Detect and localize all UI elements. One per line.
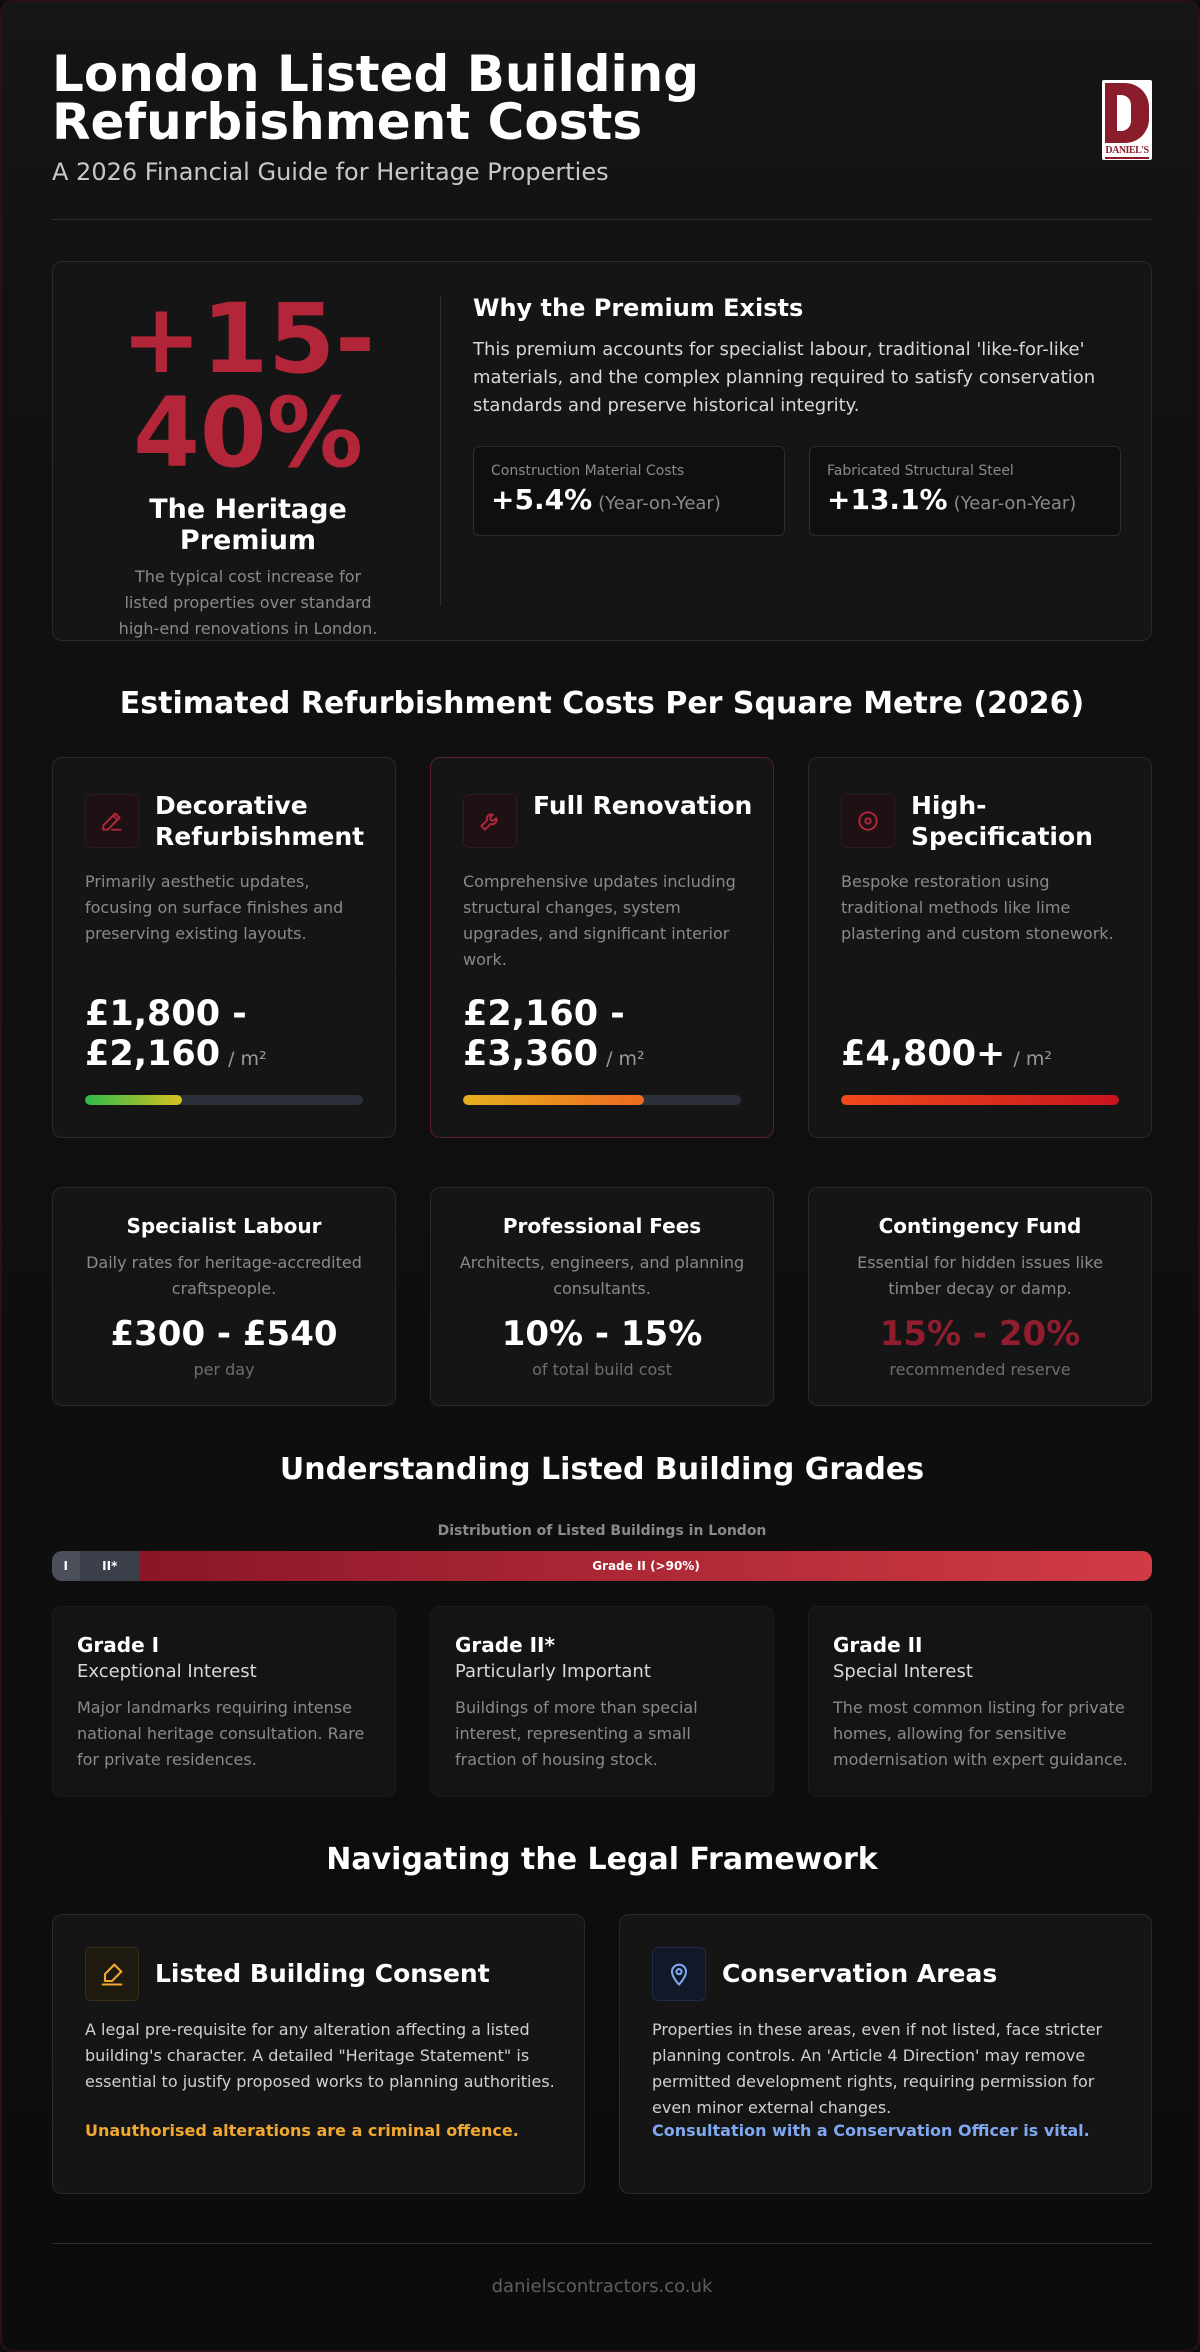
distribution-label: Distribution of Listed Buildings in London — [437, 1523, 767, 1539]
cost-price — [463, 994, 753, 1079]
cost-card-high-spec — [808, 757, 1152, 1138]
segment-grade-ii-star: II* — [80, 1551, 141, 1581]
pen-icon — [85, 1947, 139, 2001]
stat-value: +5.4% — [491, 483, 593, 516]
cost-price-value: £2,160 — [85, 1034, 221, 1074]
stat-value: +13.1% — [827, 483, 948, 516]
stat-boxes — [473, 446, 1123, 536]
stat-box-steel — [809, 446, 1121, 536]
grade-i-card — [52, 1606, 396, 1797]
grade-description: The most common listing for private homes, allowing for sensitive modernisation with expert guidance. — [833, 1698, 1128, 1769]
footer-divider — [52, 2243, 1152, 2244]
grade-subtitle: Exceptional Interest — [77, 1661, 257, 1682]
wrench-icon — [463, 794, 517, 848]
footer-website[interactable]: danielscontractors.co.uk — [491, 2276, 713, 2297]
premium-pct-line-2: 40% — [133, 377, 363, 489]
stat-label: Fabricated Structural Steel — [827, 463, 1014, 479]
cost-price-line-1: £1,800 - — [85, 994, 247, 1034]
header — [52, 45, 1152, 220]
premium-percentage — [83, 283, 413, 489]
grade-ii-star-card — [430, 1606, 774, 1797]
small-card-value: 15% - 20% — [879, 1314, 1081, 1354]
small-card-title: Professional Fees — [502, 1214, 702, 1238]
page-subtitle: A 2026 Financial Guide for Heritage Properties — [52, 158, 609, 186]
cost-title: Decorative Refurbishment — [155, 791, 365, 851]
grade-title: Grade II* — [455, 1633, 555, 1657]
cost-card-full-renovation — [430, 757, 774, 1138]
header-divider — [52, 219, 1152, 220]
cost-title: High-Specification — [911, 791, 1093, 851]
grade-subtitle: Special Interest — [833, 1661, 973, 1682]
small-card-subtext: of total build cost — [532, 1360, 672, 1379]
contingency-fund-card — [808, 1187, 1152, 1406]
title-line-2: Refurbishment Costs — [52, 93, 643, 151]
premium-explanation — [473, 294, 1123, 536]
professional-fees-card — [430, 1187, 774, 1406]
cost-price-value: £3,360 — [463, 1034, 599, 1074]
small-card-title: Contingency Fund — [878, 1214, 1082, 1238]
why-title: Why the Premium Exists — [473, 294, 804, 322]
premium-divider — [440, 296, 441, 606]
grade-distribution-bar — [52, 1551, 1152, 1581]
cost-card-decorative — [52, 757, 396, 1138]
legal-description: Properties in these areas, even if not listed, face stricter planning controls. An 'Article 4 Direction' may remove permitted development rights, requiring permission for even minor external changes. — [652, 2020, 1103, 2117]
segment-grade-i: I — [52, 1551, 80, 1581]
title-line-1: London Listed Building — [52, 45, 700, 103]
costs-heading: Estimated Refurbishment Costs Per Square Metre (2026) — [119, 686, 1085, 721]
gem-icon — [841, 794, 895, 848]
grade-description: Buildings of more than special interest, representing a small fraction of housing stock. — [455, 1698, 698, 1769]
stat-value-row — [491, 483, 767, 516]
cost-level-fill — [463, 1095, 644, 1105]
cost-description: Comprehensive updates including structural changes, system upgrades, and significant interior work. — [463, 872, 736, 969]
grade-description: Major landmarks requiring intense national heritage consultation. Rare for private residences. — [77, 1698, 365, 1769]
legal-title: Conservation Areas — [722, 1959, 998, 1988]
stat-value-row — [827, 483, 1103, 516]
small-card-title: Specialist Labour — [126, 1214, 322, 1238]
premium-summary — [83, 283, 413, 642]
small-card-description: Essential for hidden issues like timber decay or damp. — [857, 1253, 1103, 1298]
conservation-areas-card — [619, 1914, 1152, 2194]
grades-heading: Understanding Listed Building Grades — [279, 1452, 925, 1487]
cost-unit: / m² — [606, 1048, 645, 1070]
cost-level-bar — [841, 1095, 1119, 1105]
cost-level-bar — [463, 1095, 741, 1105]
grade-subtitle: Particularly Important — [455, 1661, 651, 1682]
cost-level-bar — [85, 1095, 363, 1105]
legal-note: Consultation with a Conservation Officer is vital. — [652, 2121, 1090, 2140]
cost-unit: / m² — [1013, 1048, 1052, 1070]
pencil-icon — [85, 794, 139, 848]
small-card-value: £300 - £540 — [110, 1314, 338, 1354]
stat-note: (Year-on-Year) — [598, 493, 721, 514]
cost-price — [85, 994, 375, 1079]
small-card-subtext: recommended reserve — [889, 1360, 1071, 1379]
logo-underline — [1105, 157, 1149, 159]
cost-price-line-2 — [841, 1034, 1131, 1079]
cost-level-fill — [841, 1095, 1119, 1105]
legal-description: A legal pre-requisite for any alteration affecting a listed building's character. A detailed "Heritage Statement" is essential to justify proposed works to planning authorities. — [85, 2020, 555, 2091]
segment-grade-ii: Grade II (>90%) — [140, 1551, 1152, 1581]
cost-price-line-2 — [85, 1034, 375, 1079]
brand-logo — [1102, 80, 1152, 160]
cost-price-line-2 — [463, 1034, 753, 1079]
stat-note: (Year-on-Year) — [953, 493, 1077, 514]
legal-warning: Unauthorised alterations are a criminal offence. — [85, 2121, 519, 2140]
cost-description: Primarily aesthetic updates, focusing on surface finishes and preserving existing layouts. — [85, 872, 344, 943]
small-card-description: Daily rates for heritage-accredited craftspeople. — [86, 1253, 362, 1298]
cost-price-line-1: £2,160 - — [463, 994, 625, 1034]
legal-heading: Navigating the Legal Framework — [326, 1842, 878, 1877]
small-card-value: 10% - 15% — [501, 1314, 703, 1354]
cost-price — [841, 1034, 1131, 1079]
cost-title: Full Renovation — [533, 791, 753, 820]
legal-title: Listed Building Consent — [155, 1959, 490, 1988]
stat-box-material — [473, 446, 785, 536]
cost-description: Bespoke restoration using traditional methods like lime plastering and custom stonework. — [841, 872, 1114, 943]
heritage-premium-card — [52, 261, 1152, 641]
small-card-description: Architects, engineers, and planning consultants. — [459, 1253, 745, 1298]
cost-price-value: £4,800+ — [841, 1034, 1006, 1074]
logo-text: DANIEL'S — [1105, 145, 1149, 156]
page-title — [52, 45, 952, 151]
cost-level-fill — [85, 1095, 182, 1105]
map-pin-icon — [652, 1947, 706, 2001]
specialist-labour-card — [52, 1187, 396, 1406]
premium-pct-line-1: +15- — [121, 283, 375, 395]
why-text: This premium accounts for specialist labour, traditional 'like-for-like' materials, and the complex planning required to satisfy conservation standards and preserve historical integrity. — [473, 339, 1096, 416]
cost-unit: / m² — [228, 1048, 267, 1070]
grade-title: Grade II — [833, 1633, 923, 1657]
small-card-subtext: per day — [193, 1360, 255, 1379]
logo-d-mark — [1105, 83, 1149, 143]
stat-label: Construction Material Costs — [491, 463, 685, 479]
premium-description: The typical cost increase for listed properties over standard high-end renovations in London. — [118, 567, 378, 638]
grade-ii-card — [808, 1606, 1152, 1797]
listed-building-consent-card — [52, 1914, 585, 2194]
premium-label: The Heritage Premium — [149, 494, 347, 556]
grade-title: Grade I — [77, 1633, 160, 1657]
